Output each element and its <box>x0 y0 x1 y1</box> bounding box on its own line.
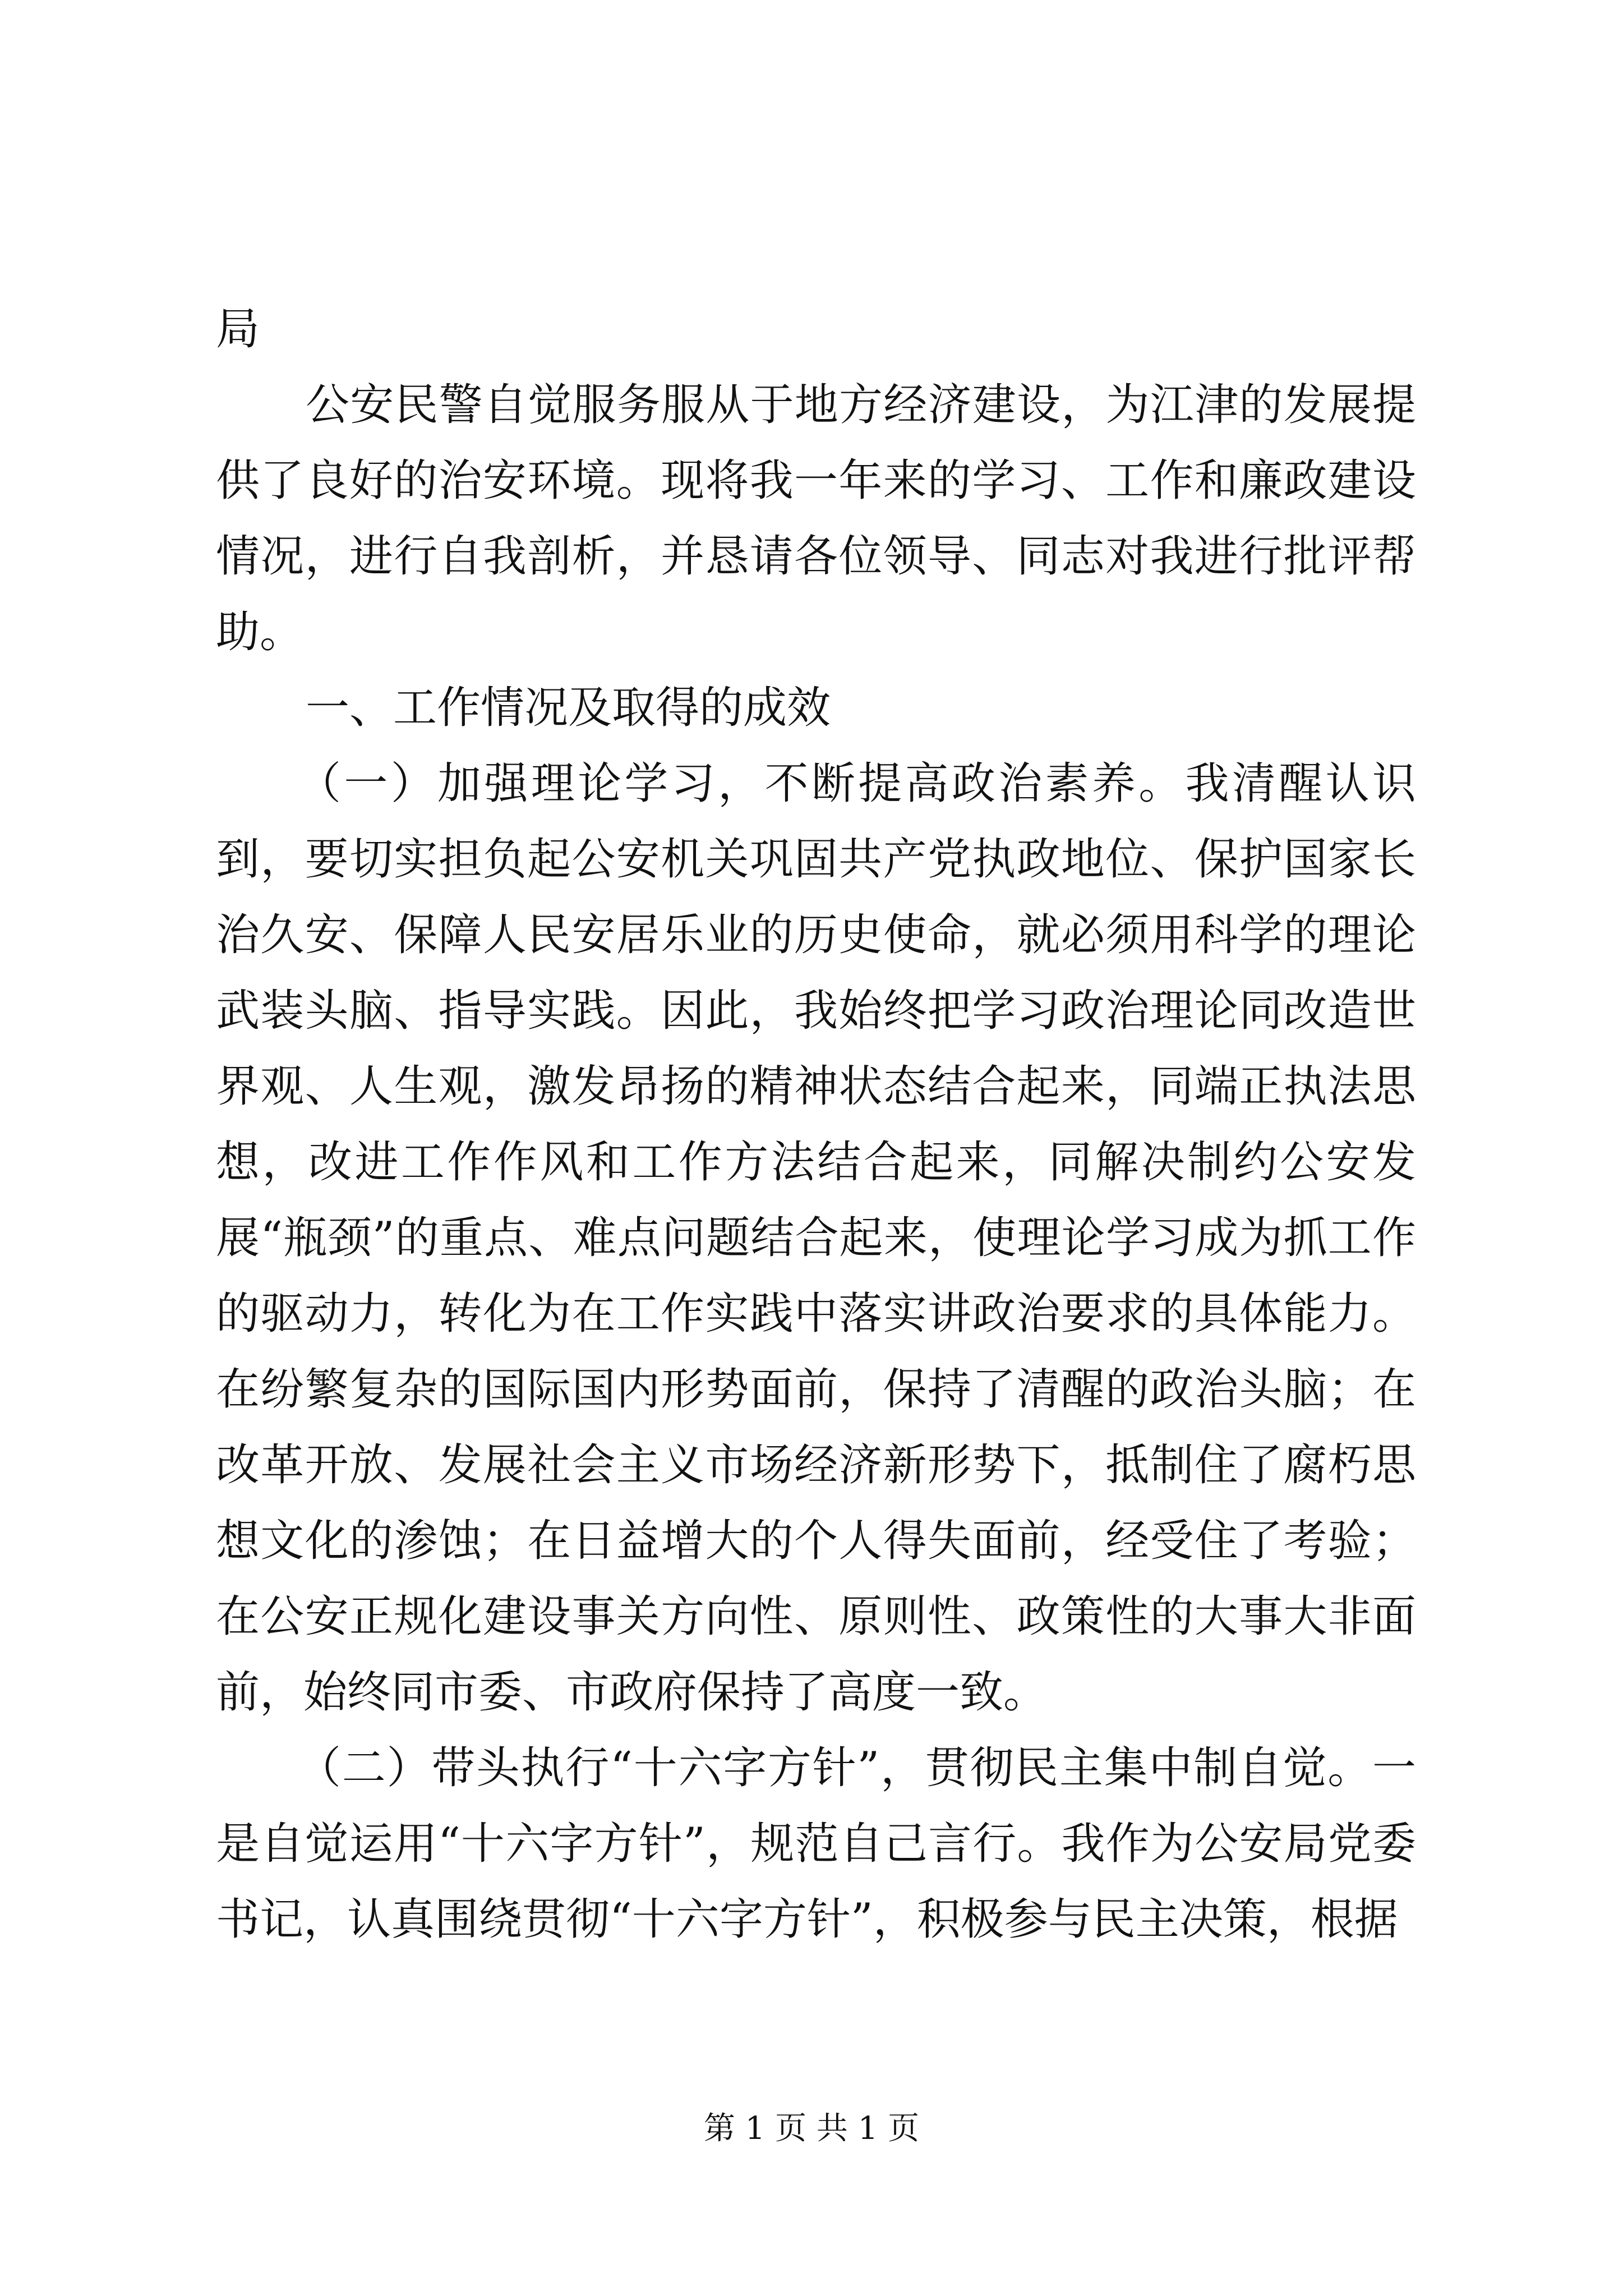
section-heading-work-results: 一、工作情况及取得的成效 <box>306 683 831 733</box>
page-footer <box>0 2109 1623 2148</box>
paragraph-sixteen-character-policy: （二）带头执行“十六字方针”，贯彻民主集中制自觉。一是自觉运用“十六字方针”，规范自己言行。我作为公安局党委书记，认真围绕贯彻“十六字方针”，积极参与民主决策，根据 <box>216 1743 1416 1945</box>
document-body <box>216 292 1416 1958</box>
paragraph-fragment-ju: 局 <box>216 304 260 355</box>
paragraph-intro: 公安民警自觉服务服从于地方经济建设，为江津的发展提供了良好的治安环境。现将我一年来的学习、工作和廉政建设情况，进行自我剖析，并恳请各位领导、同志对我进行批评帮助。 <box>216 380 1416 657</box>
page-number-label: 第 1 页 共 1 页 <box>703 2110 920 2147</box>
paragraph-theory-study: （一）加强理论学习，不断提高政治素养。我清醒认识到，要切实担负起公安机关巩固共产党执政地位、保护国家长治久安、保障人民安居乐业的历史使命，就必须用科学的理论武装头脑、指导实践。因此，我始终把学习政治理论同改造世界观、人生观，激发昂扬的精神状态结合起来，同端正执法思想，改进工作作风和工作方法结合起来，同解决制约公安发展“瓶颈”的重点、难点问题结合起来，使理论学习成为抓工作的驱动力，转化为在工作实践中落实讲政治要求的具体能力。在纷繁复杂的国际国内形势面前，保持了清醒的政治头脑；在改革开放、发展社会主义市场经济新形势下，抵制住了腐朽思想文化的渗蚀；在日益增大的个人得失面前，经受住了考验；在公安正规化建设事关方向性、原则性、政策性的大事大非面前，始终同市委、市政府保持了高度一致。 <box>216 758 1416 1718</box>
